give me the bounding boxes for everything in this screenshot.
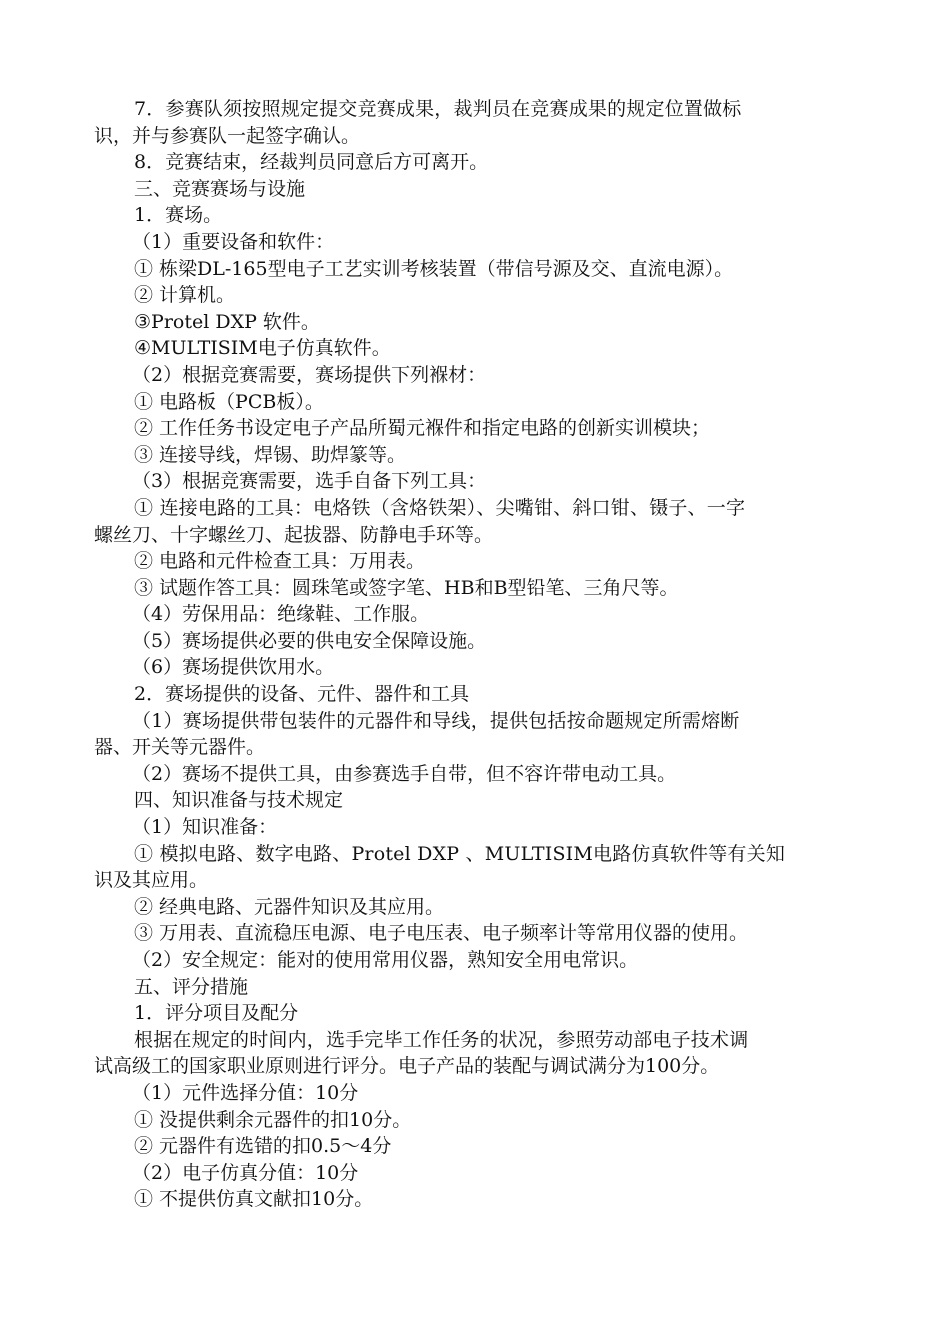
list-heading: （2）电子仿真分值：10分 (132, 1161, 359, 1184)
subsection-heading: 1．赛场。 (134, 204, 223, 227)
list-heading: （5）赛场提供必要的供电安全保障设施。 (132, 629, 487, 652)
section-heading: 三、竞赛赛场与设施 (134, 177, 306, 200)
list-heading: （1）赛场提供带包装件的元器件和导线，提供包括按命题规定所需熔断 (132, 709, 740, 732)
list-item: ② 经典电路、元器件知识及其应用。 (134, 895, 445, 918)
list-item: ③ 试题作答工具：圆珠笔或签字笔、HB和B型铅笔、三角尺等。 (134, 576, 679, 599)
list-heading: （2）根据竞赛需要，赛场提供下列褓材： (132, 363, 487, 386)
paragraph-line: 试高级工的国家职业原则进行评分。电子产品的装配与调试满分为100分。 (94, 1055, 720, 1078)
list-item: ① 模拟电路、数字电路、Protel DXP 、MULTISIM电路仿真软件等有关知 (134, 842, 786, 865)
list-item: ② 计算机。 (134, 284, 236, 307)
document-body (94, 96, 858, 1213)
list-item: ① 连接电路的工具：电烙铁（含烙铁架）、尖嘴钳、斜口钳、镊子、一字 (134, 496, 746, 519)
paragraph-line: 根据在规定的时间内，选手完毕工作任务的状况，参照劳动部电子技术调 (134, 1028, 749, 1051)
list-heading: （1）知识准备： (132, 816, 278, 839)
paragraph-line: 7．参赛队须按照规定提交竞赛成果，裁判员在竞赛成果的规定位置做标 (134, 98, 742, 120)
list-item: ② 电路和元件检查工具：万用表。 (134, 550, 426, 573)
list-item: ① 不提供仿真文献扣10分。 (134, 1188, 374, 1211)
section-heading: 四、知识准备与技术规定 (134, 789, 344, 812)
list-item: ④MULTISIM电子仿真软件。 (134, 337, 391, 360)
section-heading: 五、评分措施 (134, 975, 249, 998)
list-heading: （1）重要设备和软件： (132, 230, 335, 253)
list-item: ③ 连接导线，焊锡、助焊篆等。 (134, 443, 407, 466)
list-item: ① 栋梁DL-165型电子工艺实训考核装置（带信号源及交、直流电源）。 (134, 257, 734, 280)
list-item: ② 元器件有选错的扣0.5～4分 (134, 1135, 392, 1158)
list-heading: （2）安全规定：能对的使用常用仪器，熟知安全用电常识。 (132, 949, 639, 971)
list-item-continuation: 螺丝刀、十字螺丝刀、起拔器、防静电手环等。 (94, 523, 494, 546)
list-heading: （3）根据竞赛需要，选手自备下列工具： (132, 470, 487, 493)
list-heading: （1）元件选择分值：10分 (132, 1081, 359, 1104)
subsection-heading: 1．评分项目及配分 (134, 1002, 299, 1025)
list-heading: （4）劳保用品：绝缘鞋、工作服。 (132, 603, 430, 626)
list-heading: （6）赛场提供饮用水。 (132, 656, 335, 679)
list-heading: （2）赛场不提供工具，由参赛选手自带，但不容许带电动工具。 (132, 762, 677, 785)
list-item: ③ 万用表、直流稳压电源、电子电压表、电子频率计等常用仪器的使用。 (134, 922, 749, 945)
paragraph-line: 识，并与参赛队一起签字确认。 (94, 124, 361, 147)
subsection-heading: 2．赛场提供的设备、元件、器件和工具 (134, 683, 470, 706)
list-item-continuation: 器、开关等元器件。 (94, 736, 266, 759)
list-item-continuation: 识及其应用。 (94, 869, 209, 892)
list-item: ① 没提供剩余元器件的扣10分。 (134, 1108, 412, 1131)
list-item: ② 工作任务书设定电子产品所蜀元褓件和指定电路的创新实训模块； (134, 417, 711, 440)
list-item: ① 电路板（PCB板）。 (134, 390, 324, 413)
paragraph-line: 8．竞赛结束，经裁判员同意后方可离开。 (134, 151, 489, 174)
list-item: ③Protel DXP 软件。 (134, 310, 320, 333)
